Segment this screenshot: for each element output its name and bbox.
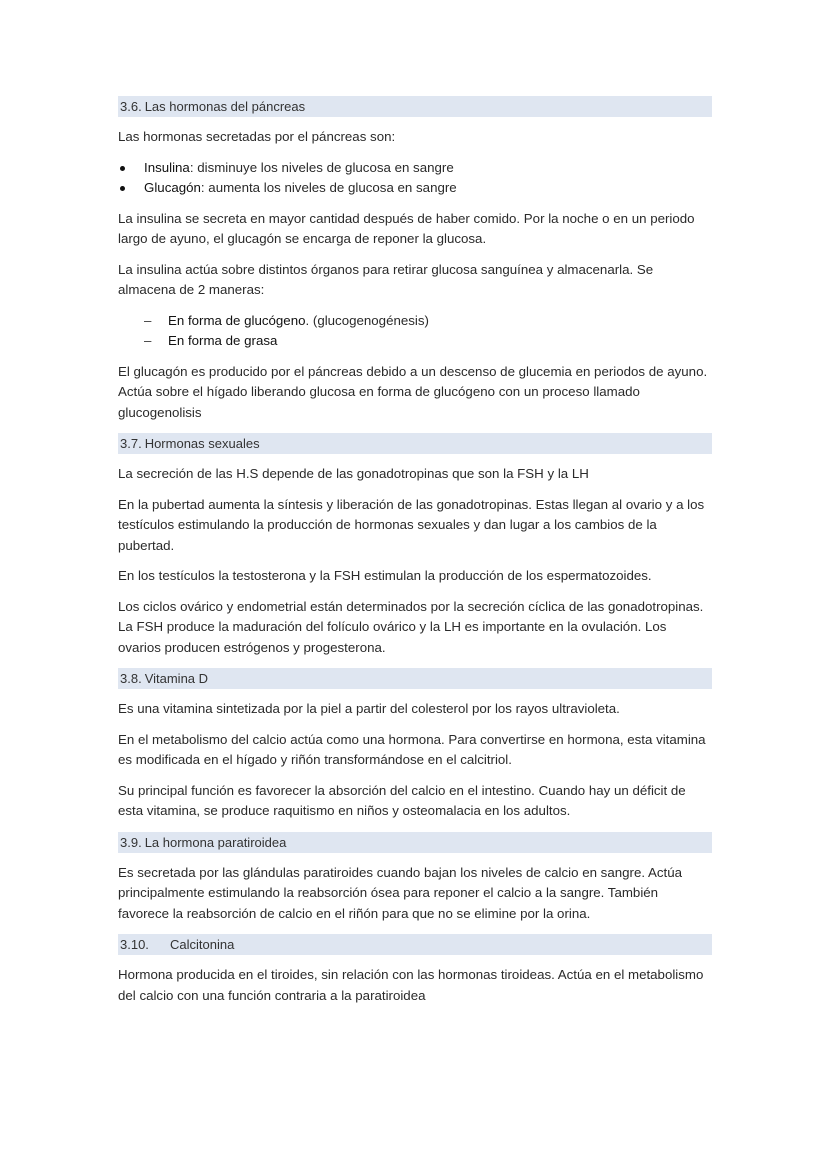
list-item-text: . (glucogenogénesis)	[305, 312, 429, 328]
section-heading-paratiroidea	[118, 832, 712, 853]
paragraph: La secreción de las H.S depende de las gonadotropinas que son la FSH y la LH	[118, 466, 589, 481]
list-item-text: : aumenta los niveles de glucosa en sangre	[200, 180, 457, 195]
section-heading-calcitonina	[118, 934, 712, 955]
list-item	[118, 331, 712, 352]
dash-list	[118, 311, 712, 352]
list-item-text: : disminuye los niveles de glucosa en sangre	[189, 159, 454, 175]
list-item-term: En forma de glucógeno	[168, 312, 306, 328]
paragraph: La insulina actúa sobre distintos órganos para retirar glucosa sanguínea y almacenarla. Se almacena de 2 maneras:	[118, 261, 654, 297]
section-title: Calcitonina	[170, 937, 235, 952]
paragraph: En la pubertad aumenta la síntesis y liberación de las gonadotropinas. Estas llegan al ovario y a los testículos estimulando la producción de hormonas sexuales y dan lugar a los cambios de la pubertad.	[118, 496, 705, 553]
paragraph: En el metabolismo del calcio actúa como una hormona. Para convertirse en hormona, esta vitamina es modificada en el hígado y riñón transformándose en el calcitriol.	[118, 731, 706, 767]
section-title: Hormonas sexuales	[144, 436, 260, 451]
section-heading-pancreas	[118, 96, 712, 117]
section-number: 3.9.	[120, 834, 142, 850]
paragraph: En los testículos la testosterona y la FSH estimulan la producción de los espermatozoides.	[118, 568, 652, 583]
list-item-term: Glucagón	[144, 180, 201, 195]
paragraph: Es una vitamina sintetizada por la piel a partir del colesterol por los rayos ultravioleta.	[118, 701, 620, 716]
section-number: 3.6.	[120, 99, 142, 114]
paragraph: Hormona producida en el tiroides, sin relación con las hormonas tiroideas. Actúa en el metabolismo del calcio con una función contraria a la paratiroidea	[118, 967, 704, 1003]
paragraph: El glucagón es producido por el páncreas debido a un descenso de glucemia en periodos de ayuno. Actúa sobre el hígado liberando glucosa en forma de glucógeno con un proceso llamado glucogenolisis	[118, 363, 708, 420]
paragraph: Las hormonas secretadas por el páncreas son:	[118, 129, 396, 144]
paragraph: Los ciclos ovárico y endometrial están determinados por la secreción cíclica de las gonadotropinas. La FSH produce la maduración del folículo ovárico y la LH es importante en la ovulación. Los ovarios producen estrógenos y progesterona.	[118, 598, 704, 655]
paragraph: Es secretada por las glándulas paratiroides cuando bajan los niveles de calcio en sangre. Actúa principalmente estimulando la reabsorción ósea para reponer el calcio a la sangre. También favorece la reabsorción de calcio en el riñón para que no se elimine por la orina.	[118, 864, 682, 921]
section-number: 3.7.	[120, 436, 142, 451]
list-item	[118, 158, 712, 179]
list-item	[118, 178, 712, 199]
list-item	[118, 311, 712, 332]
paragraph: Su principal función es favorecer la absorción del calcio en el intestino. Cuando hay un déficit de esta vitamina, se produce raquitismo en niños y osteomalacia en los adultos.	[118, 782, 686, 818]
section-number: 3.8.	[120, 671, 142, 686]
section-title: Vitamina D	[144, 671, 209, 686]
list-item-term: Insulina	[144, 159, 190, 175]
bullet-list	[118, 158, 712, 199]
section-heading-vitamina-d	[118, 668, 712, 689]
section-number: 3.10.	[120, 937, 149, 952]
section-title: La hormona paratiroidea	[144, 834, 287, 850]
section-heading-hormonas-sexuales	[118, 433, 712, 454]
list-item-term: En forma de grasa	[168, 333, 278, 348]
paragraph: La insulina se secreta en mayor cantidad después de haber comido. Por la noche o en un periodo largo de ayuno, el glucagón se encarga de reponer la glucosa.	[118, 210, 695, 246]
section-title: Las hormonas del páncreas	[144, 99, 306, 114]
